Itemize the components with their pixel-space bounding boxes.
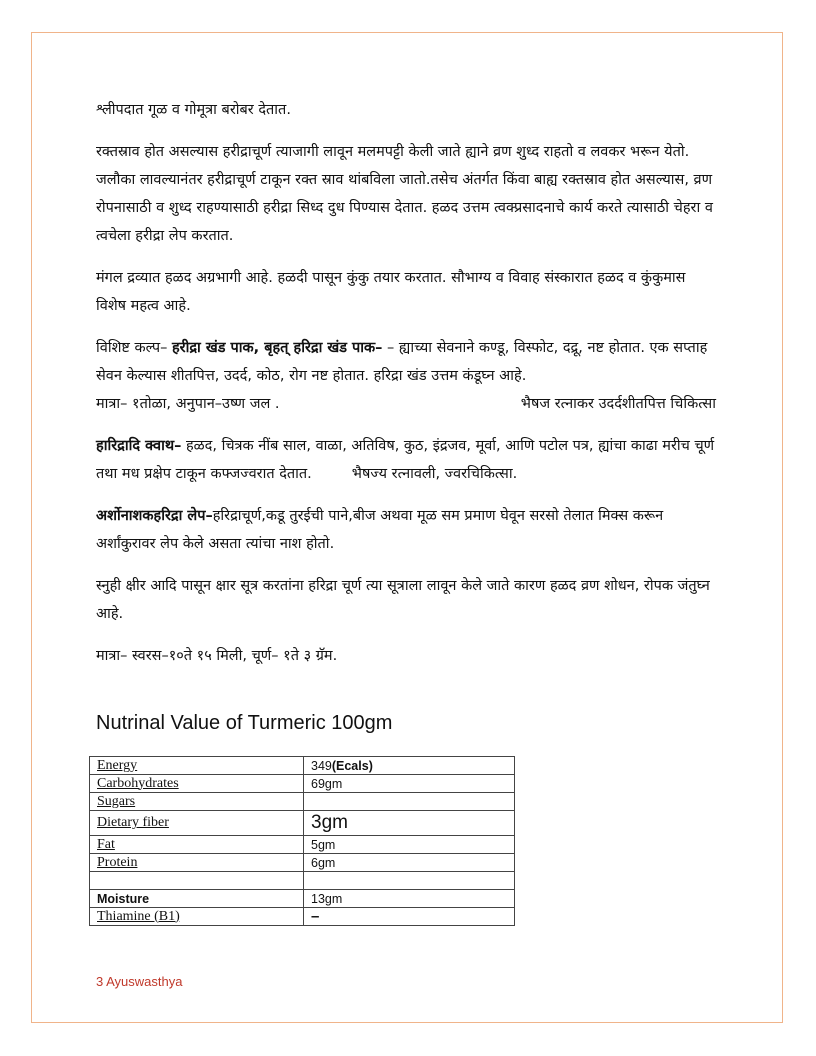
table-row: [90, 890, 515, 908]
document-body: [96, 96, 716, 684]
nutrient-name: Sugars: [90, 793, 304, 811]
kalpa-dose-line: [96, 390, 716, 418]
lep-description: हरिद्राचूर्ण,कडू तुरईची पाने,बीज अथवा मूळ सम प्रमाण घेवून सरसो तेलात मिक्स करून अर्शांकुरावर लेप केले असता त्यांचा नाश होतो.: [96, 508, 664, 552]
nutrient-name: Fat: [90, 836, 304, 854]
kalpa-dose: मात्रा– १तोळा, अनुपान–उष्ण जल .: [96, 396, 280, 412]
nutrient-value: [304, 872, 515, 890]
page-footer: 3 Ayuswasthya: [96, 974, 183, 989]
kalpa-label: विशिष्ट कल्प–: [96, 340, 172, 356]
nutrient-name: Energy: [90, 757, 304, 775]
nutrient-name: Moisture: [90, 890, 304, 908]
table-row: [90, 775, 515, 793]
nutrient-name: Thiamine (B1): [90, 908, 304, 926]
table-title: Nutrinal Value of Turmeric 100gm: [96, 712, 393, 734]
kwath-name: हारिद्रादि क्वाथ–: [96, 438, 182, 454]
kalpa-name: हरीद्रा खंड पाक, बृहत् हरिद्रा खंड पाक–: [171, 340, 383, 356]
paragraph-haridradi-kwath: [96, 432, 716, 488]
kwath-description: हळद, चित्रक नींब साल, वाळा, अतिविष, कुठ, इंद्रजव, मूर्वा, आणि पटोल पत्र, ह्यांचा काढा मरीच चूर्ण तथा मध प्रक्षेप टाकून कफ्जज्वरात देतात.: [96, 438, 715, 482]
paragraph-kshar-sutra: स्नुही क्षीर आदि पासून क्षार सूत्र करतांना हरिद्रा चूर्ण त्या सूत्राला लावून केले जाते कारण हळद व्रण शोधन, रोपक जंतुघ्न आहे.: [96, 578, 710, 622]
kwath-source: भैषज्य रत्नावली, ज्वरचिकित्सा.: [351, 466, 518, 482]
paragraph-shlipada: श्लीपदात गूळ व गोमूत्रा बरोबर देतात.: [96, 102, 291, 118]
nutrient-value: 69gm: [304, 775, 515, 793]
nutrient-name: Protein: [90, 854, 304, 872]
kalpa-source: भैषज रत्नाकर उदर्दशीतपित्त चिकित्सा: [520, 396, 716, 412]
nutrient-value: 5gm: [304, 836, 515, 854]
nutrient-value: [304, 793, 515, 811]
energy-unit: (Ecals): [331, 758, 373, 773]
table-row: [90, 811, 515, 836]
kalpa-description: – ह्याच्या सेवनाने कण्डू, विस्फोट, दद्रू, नष्ट होतात. एक सप्ताह सेवन केल्यास शीतपित्त, उदर्द, कोठ, रोग नष्ट होतात. हरिद्रा खंड उत्तम कंडूघ्न आहे.: [96, 340, 708, 384]
table-row: [90, 872, 515, 890]
table-row: [90, 793, 515, 811]
nutrient-name: Carbohydrates: [90, 775, 304, 793]
nutrient-name: Dietary fiber: [90, 811, 304, 836]
nutrient-value: 13gm: [304, 890, 515, 908]
nutrition-table: [89, 756, 515, 926]
paragraph-mangal-dravya: मंगल द्रव्यात हळद अग्रभागी आहे. हळदी पासून कुंकु तयार करतात. सौभाग्य व विवाह संस्कारात हळद व कुंकुमास विशेष महत्व आहे.: [96, 270, 686, 314]
nutrient-name: [90, 872, 304, 890]
table-row: [90, 836, 515, 854]
paragraph-matra: मात्रा– स्वरस–१०ते १५ मिली, चूर्ण– १ते ३ ग्रॅम.: [96, 648, 338, 664]
table-row: [90, 908, 515, 926]
table-row: [90, 854, 515, 872]
nutrient-value: 3gm: [304, 811, 515, 836]
paragraph-vishisht-kalpa: [96, 334, 716, 418]
nutrient-value: –: [304, 908, 515, 926]
table-row: [90, 757, 515, 775]
lep-name: अर्शोनाशकहरिद्रा लेप–: [96, 508, 213, 524]
paragraph-raktasrava: रक्तस्राव होत असल्यास हरीद्राचूर्ण त्याजागी लावून मलमपट्टी केली जाते ह्याने व्रण शुध्द राहतो व लवकर भरून येतो. जलौका लावल्यानंतर हरीद्राचूर्ण टाकून रक्त स्राव थांबविला जातो.तसेच अंतर्गत किंवा बाह्य रक्तस्राव होत असल्यास, व्रण रोपनासाठी व शुध्द राहण्यासाठी हरीद्रा सिध्द दुध पिण्यास देतात. हळद उत्तम त्वक्प्रसादनाचे कार्य करते त्यासाठी चेहरा व त्वचेला हरीद्रा लेप करतात.: [96, 144, 713, 244]
paragraph-arshonashak-lep: [96, 502, 716, 558]
nutrient-value: 349(Ecals): [304, 757, 515, 775]
nutrient-value: 6gm: [304, 854, 515, 872]
